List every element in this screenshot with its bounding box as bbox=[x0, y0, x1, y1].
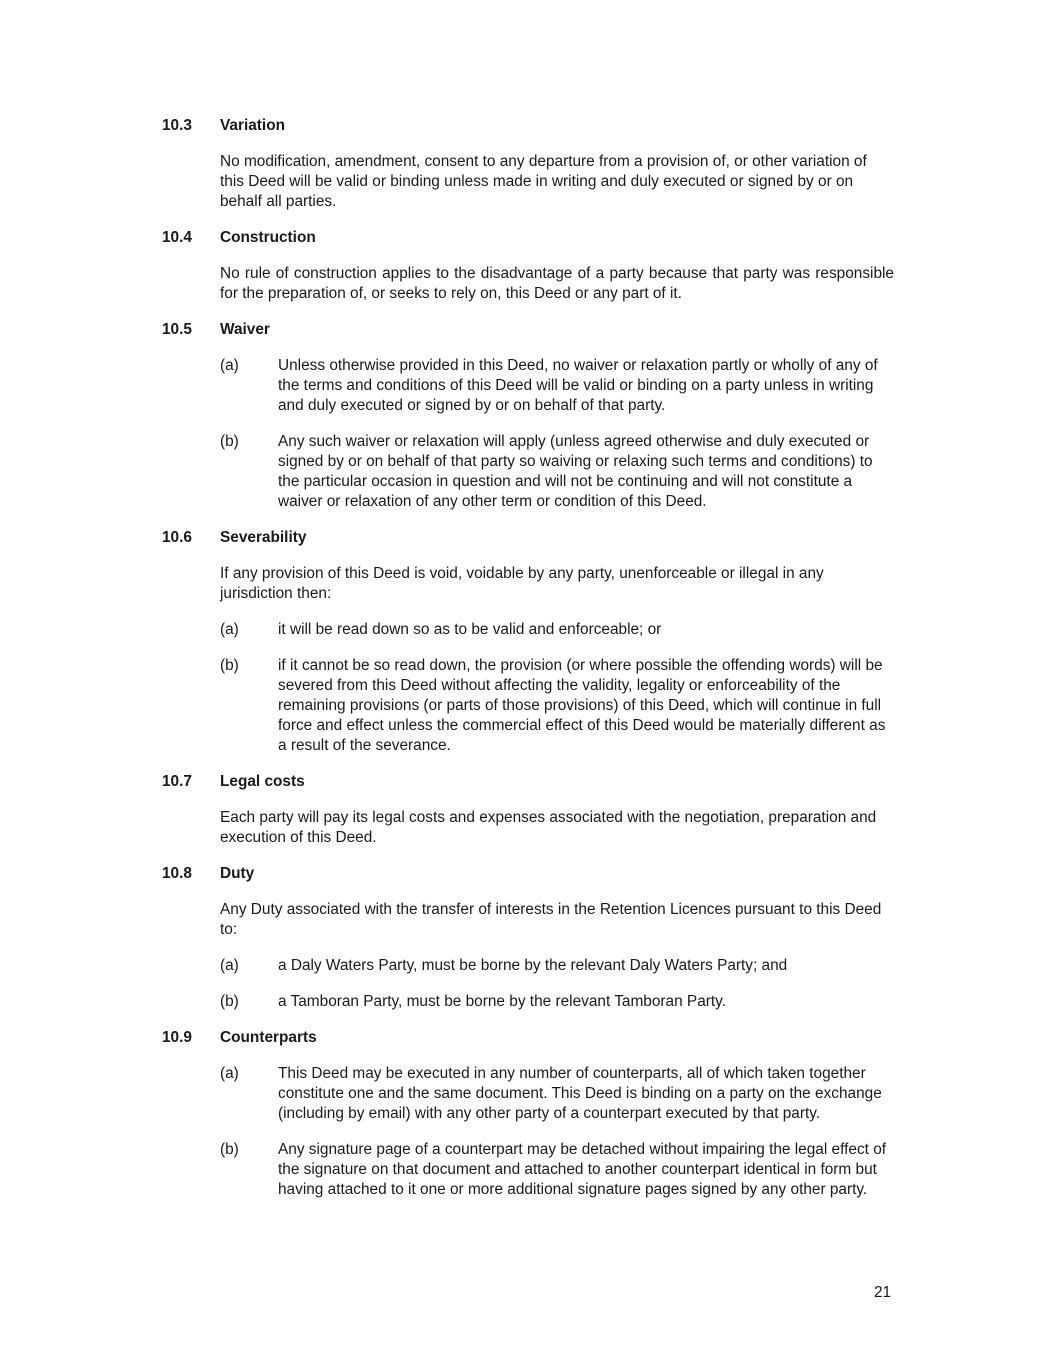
section-heading bbox=[162, 116, 894, 136]
list-item bbox=[220, 956, 894, 976]
section-paragraph: No rule of construction applies to the disadvantage of a party because that party was responsible for the preparation of, or seeks to rely on, this Deed or any part of it. bbox=[220, 265, 894, 302]
item-label: (a) bbox=[220, 957, 239, 974]
section-title: Counterparts bbox=[220, 1029, 317, 1046]
section-construction bbox=[162, 228, 894, 304]
list-item bbox=[220, 432, 894, 512]
item-text: Any such waiver or relaxation will apply (unless agreed otherwise and duly executed or signed by or on behalf of that party so waiving or relaxing such terms and conditions) to the particular occasion in question and will not be continuing and will not constitute a waiver or relaxation of any other term or condition of this Deed. bbox=[278, 433, 873, 510]
section-legal-costs bbox=[162, 772, 894, 848]
item-label: (b) bbox=[220, 657, 239, 674]
section-paragraph: If any provision of this Deed is void, voidable by any party, unenforceable or illegal in any jurisdiction then: bbox=[220, 565, 824, 602]
item-text: This Deed may be executed in any number of counterparts, all of which taken together constitute one and the same document. This Deed is binding on a party on the exchange (including by email) with any other party of a counterpart executed by that party. bbox=[278, 1065, 882, 1122]
section-title: Variation bbox=[220, 117, 286, 134]
section-number: 10.8 bbox=[162, 865, 192, 882]
list-item bbox=[220, 1140, 894, 1200]
item-label: (b) bbox=[220, 433, 239, 450]
list-item bbox=[220, 656, 894, 756]
item-text: Unless otherwise provided in this Deed, no waiver or relaxation partly or wholly of any of the terms and conditions of this Deed will be valid or binding on a party unless in writing and duly executed or signed by or on behalf of that party. bbox=[278, 357, 878, 414]
section-waiver bbox=[162, 320, 894, 512]
item-label: (a) bbox=[220, 357, 239, 374]
section-heading bbox=[162, 320, 894, 340]
list-item bbox=[220, 620, 894, 640]
item-text: a Tamboran Party, must be borne by the relevant Tamboran Party. bbox=[278, 993, 726, 1010]
section-paragraph: No modification, amendment, consent to any departure from a provision of, or other variation of this Deed will be valid or binding unless made in writing and duly executed or signed by or on behalf all parties. bbox=[220, 153, 867, 210]
section-title: Waiver bbox=[220, 321, 270, 338]
section-duty bbox=[162, 864, 894, 1012]
section-title: Duty bbox=[220, 865, 255, 882]
item-text: a Daly Waters Party, must be borne by the relevant Daly Waters Party; and bbox=[278, 957, 788, 974]
section-heading bbox=[162, 228, 894, 248]
item-label: (b) bbox=[220, 993, 239, 1010]
list-item bbox=[220, 992, 894, 1012]
section-number: 10.5 bbox=[162, 321, 192, 338]
item-text: Any signature page of a counterpart may be detached without impairing the legal effect of the signature on that document and attached to another counterpart identical in form but having attached to it one or more additional signature pages signed by any other party. bbox=[278, 1141, 887, 1198]
section-title: Construction bbox=[220, 229, 316, 246]
item-label: (a) bbox=[220, 1065, 239, 1082]
section-title: Legal costs bbox=[220, 773, 305, 790]
section-severability bbox=[162, 528, 894, 756]
item-text: if it cannot be so read down, the provision (or where possible the offending words) will be severed from this Deed without affecting the validity, legality or enforceability of the remaining provisions (or parts of those provisions) of this Deed, which will continue in full force and effect unless the commercial effect of this Deed would be materially different as a result of the severance. bbox=[278, 657, 886, 754]
section-number: 10.4 bbox=[162, 229, 192, 246]
section-title: Severability bbox=[220, 529, 307, 546]
section-paragraph: Any Duty associated with the transfer of interests in the Retention Licences pursuant to this Deed to: bbox=[220, 901, 882, 938]
item-text: it will be read down so as to be valid and enforceable; or bbox=[278, 621, 662, 638]
section-number: 10.7 bbox=[162, 773, 192, 790]
section-variation bbox=[162, 116, 894, 212]
list-item bbox=[220, 356, 894, 416]
section-counterparts bbox=[162, 1028, 894, 1200]
section-number: 10.9 bbox=[162, 1029, 192, 1046]
section-number: 10.3 bbox=[162, 117, 192, 134]
section-heading bbox=[162, 772, 894, 792]
section-heading bbox=[162, 528, 894, 548]
document-body bbox=[162, 116, 894, 1216]
item-label: (a) bbox=[220, 621, 239, 638]
section-paragraph: Each party will pay its legal costs and expenses associated with the negotiation, preparation and execution of this Deed. bbox=[220, 809, 877, 846]
section-heading bbox=[162, 864, 894, 884]
item-label: (b) bbox=[220, 1141, 239, 1158]
page-number: 21 bbox=[874, 1284, 892, 1301]
section-heading bbox=[162, 1028, 894, 1048]
section-number: 10.6 bbox=[162, 529, 192, 546]
list-item bbox=[220, 1064, 894, 1124]
